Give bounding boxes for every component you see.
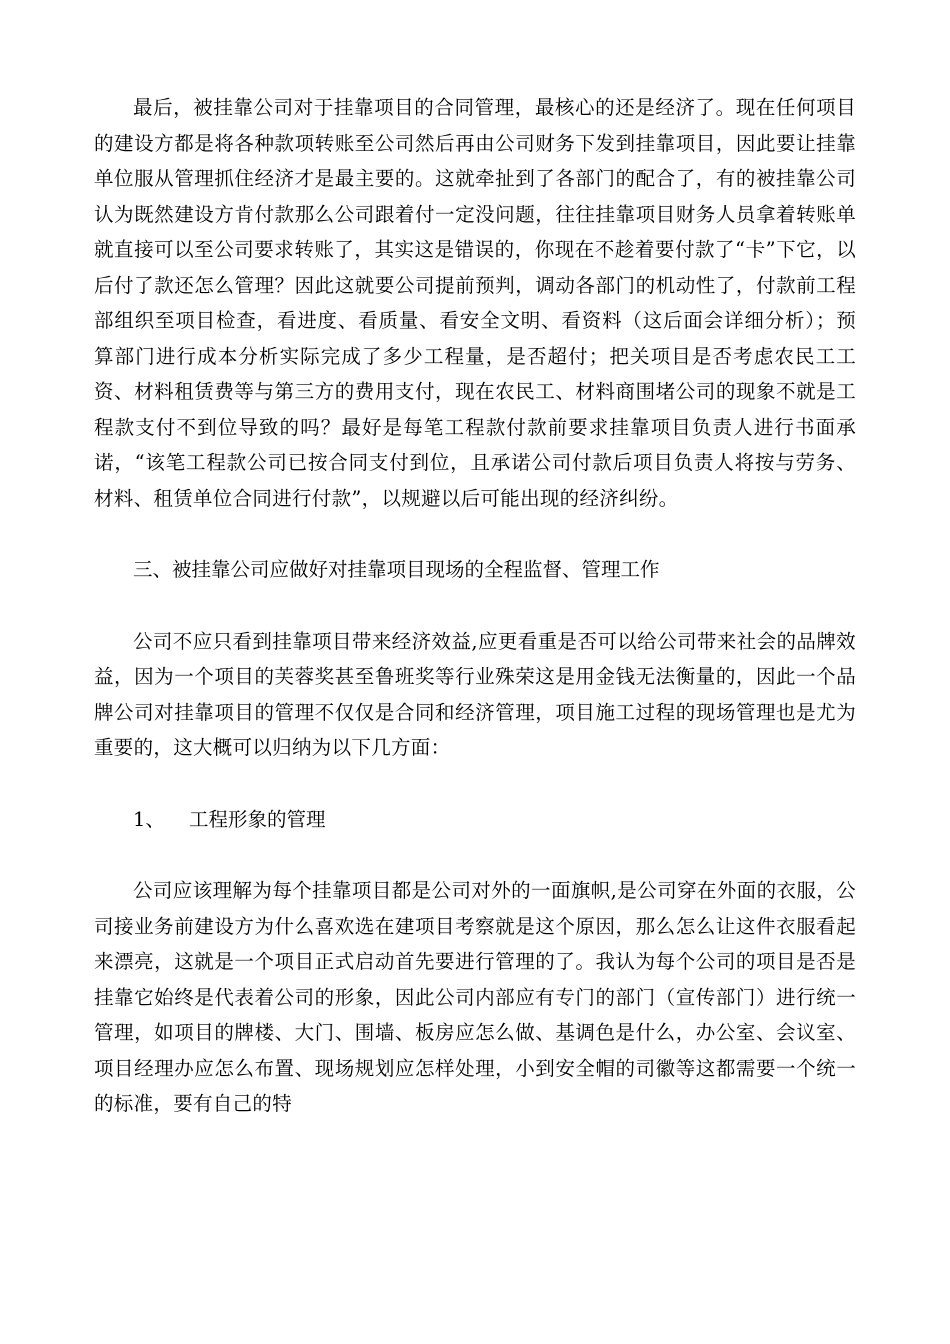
list-item-title: 工程形象的管理 <box>189 807 326 831</box>
list-item-heading-1 <box>94 802 856 838</box>
paragraph-contract-economic-management: 最后，被挂靠公司对于挂靠项目的合同管理，最核心的还是经济了。现在任何项目的建设方都是将各种款项转账至公司然后再由公司财务下发到挂靠项目，因此要让挂靠单位服从管理抓住经济才是最主要的。这就牵扯到了各部门的配合了，有的被挂靠公司认为既然建设方肯付款那么公司跟着付一定没问题，往往挂靠项目财务人员拿着转账单就直接可以至公司要求转账了，其实这是错误的，你现在不趁着要付款了“卡”下它，以后付了款还怎么管理？因此这就要公司提前预判，调动各部门的机动性了，付款前工程部组织至项目检查，看进度、看质量、看安全文明、看资料（这后面会详细分析）；预算部门进行成本分析实际完成了多少工程量，是否超付；把关项目是否考虑农民工工资、材料租赁费等与第三方的费用支付，现在农民工、材料商围堵公司的现象不就是工程款支付不到位导致的吗？最好是每笔工程款付款前要求挂靠项目负责人进行书面承诺，“该笔工程款公司已按合同支付到位，且承诺公司付款后项目负责人将按与劳务、材料、租赁单位合同进行付款”，以规避以后可能出现的经济纠纷。 <box>94 96 856 510</box>
section-heading-3: 三、被挂靠公司应做好对挂靠项目现场的全程监督、管理工作 <box>133 558 660 581</box>
paragraph-site-management-intro: 公司不应只看到挂靠项目带来经济效益,应更看重是否可以给公司带来社会的品牌效益，因为一个项目的芙蓉奖甚至鲁班奖等行业殊荣这是用金钱无法衡量的，因此一个品牌公司对挂靠项目的管理不仅仅是合同和经济管理，项目施工过程的现场管理也是尤为重要的，这大概可以归纳为以下几方面： <box>94 629 856 759</box>
list-item-number: 1、 <box>133 807 165 831</box>
paragraph-project-image-management: 公司应该理解为每个挂靠项目都是公司对外的一面旗帜,是公司穿在外面的衣服，公司接业务前建设方为什么喜欢选在建项目考察就是这个原因，那么怎么让这件衣服看起来漂亮，这就是一个项目正式启动首先要进行管理的了。我认为每个公司的项目是否是挂靠它始终是代表着公司的形象，因此公司内部应有专门的部门（宣传部门）进行统一管理，如项目的牌楼、大门、围墙、板房应怎么做、基调色是什么，办公室、会议室、项目经理办应怎么布置、现场规划应怎样处理，小到安全帽的司徽等这都需要一个统一的标准，要有自己的特 <box>94 879 856 1115</box>
